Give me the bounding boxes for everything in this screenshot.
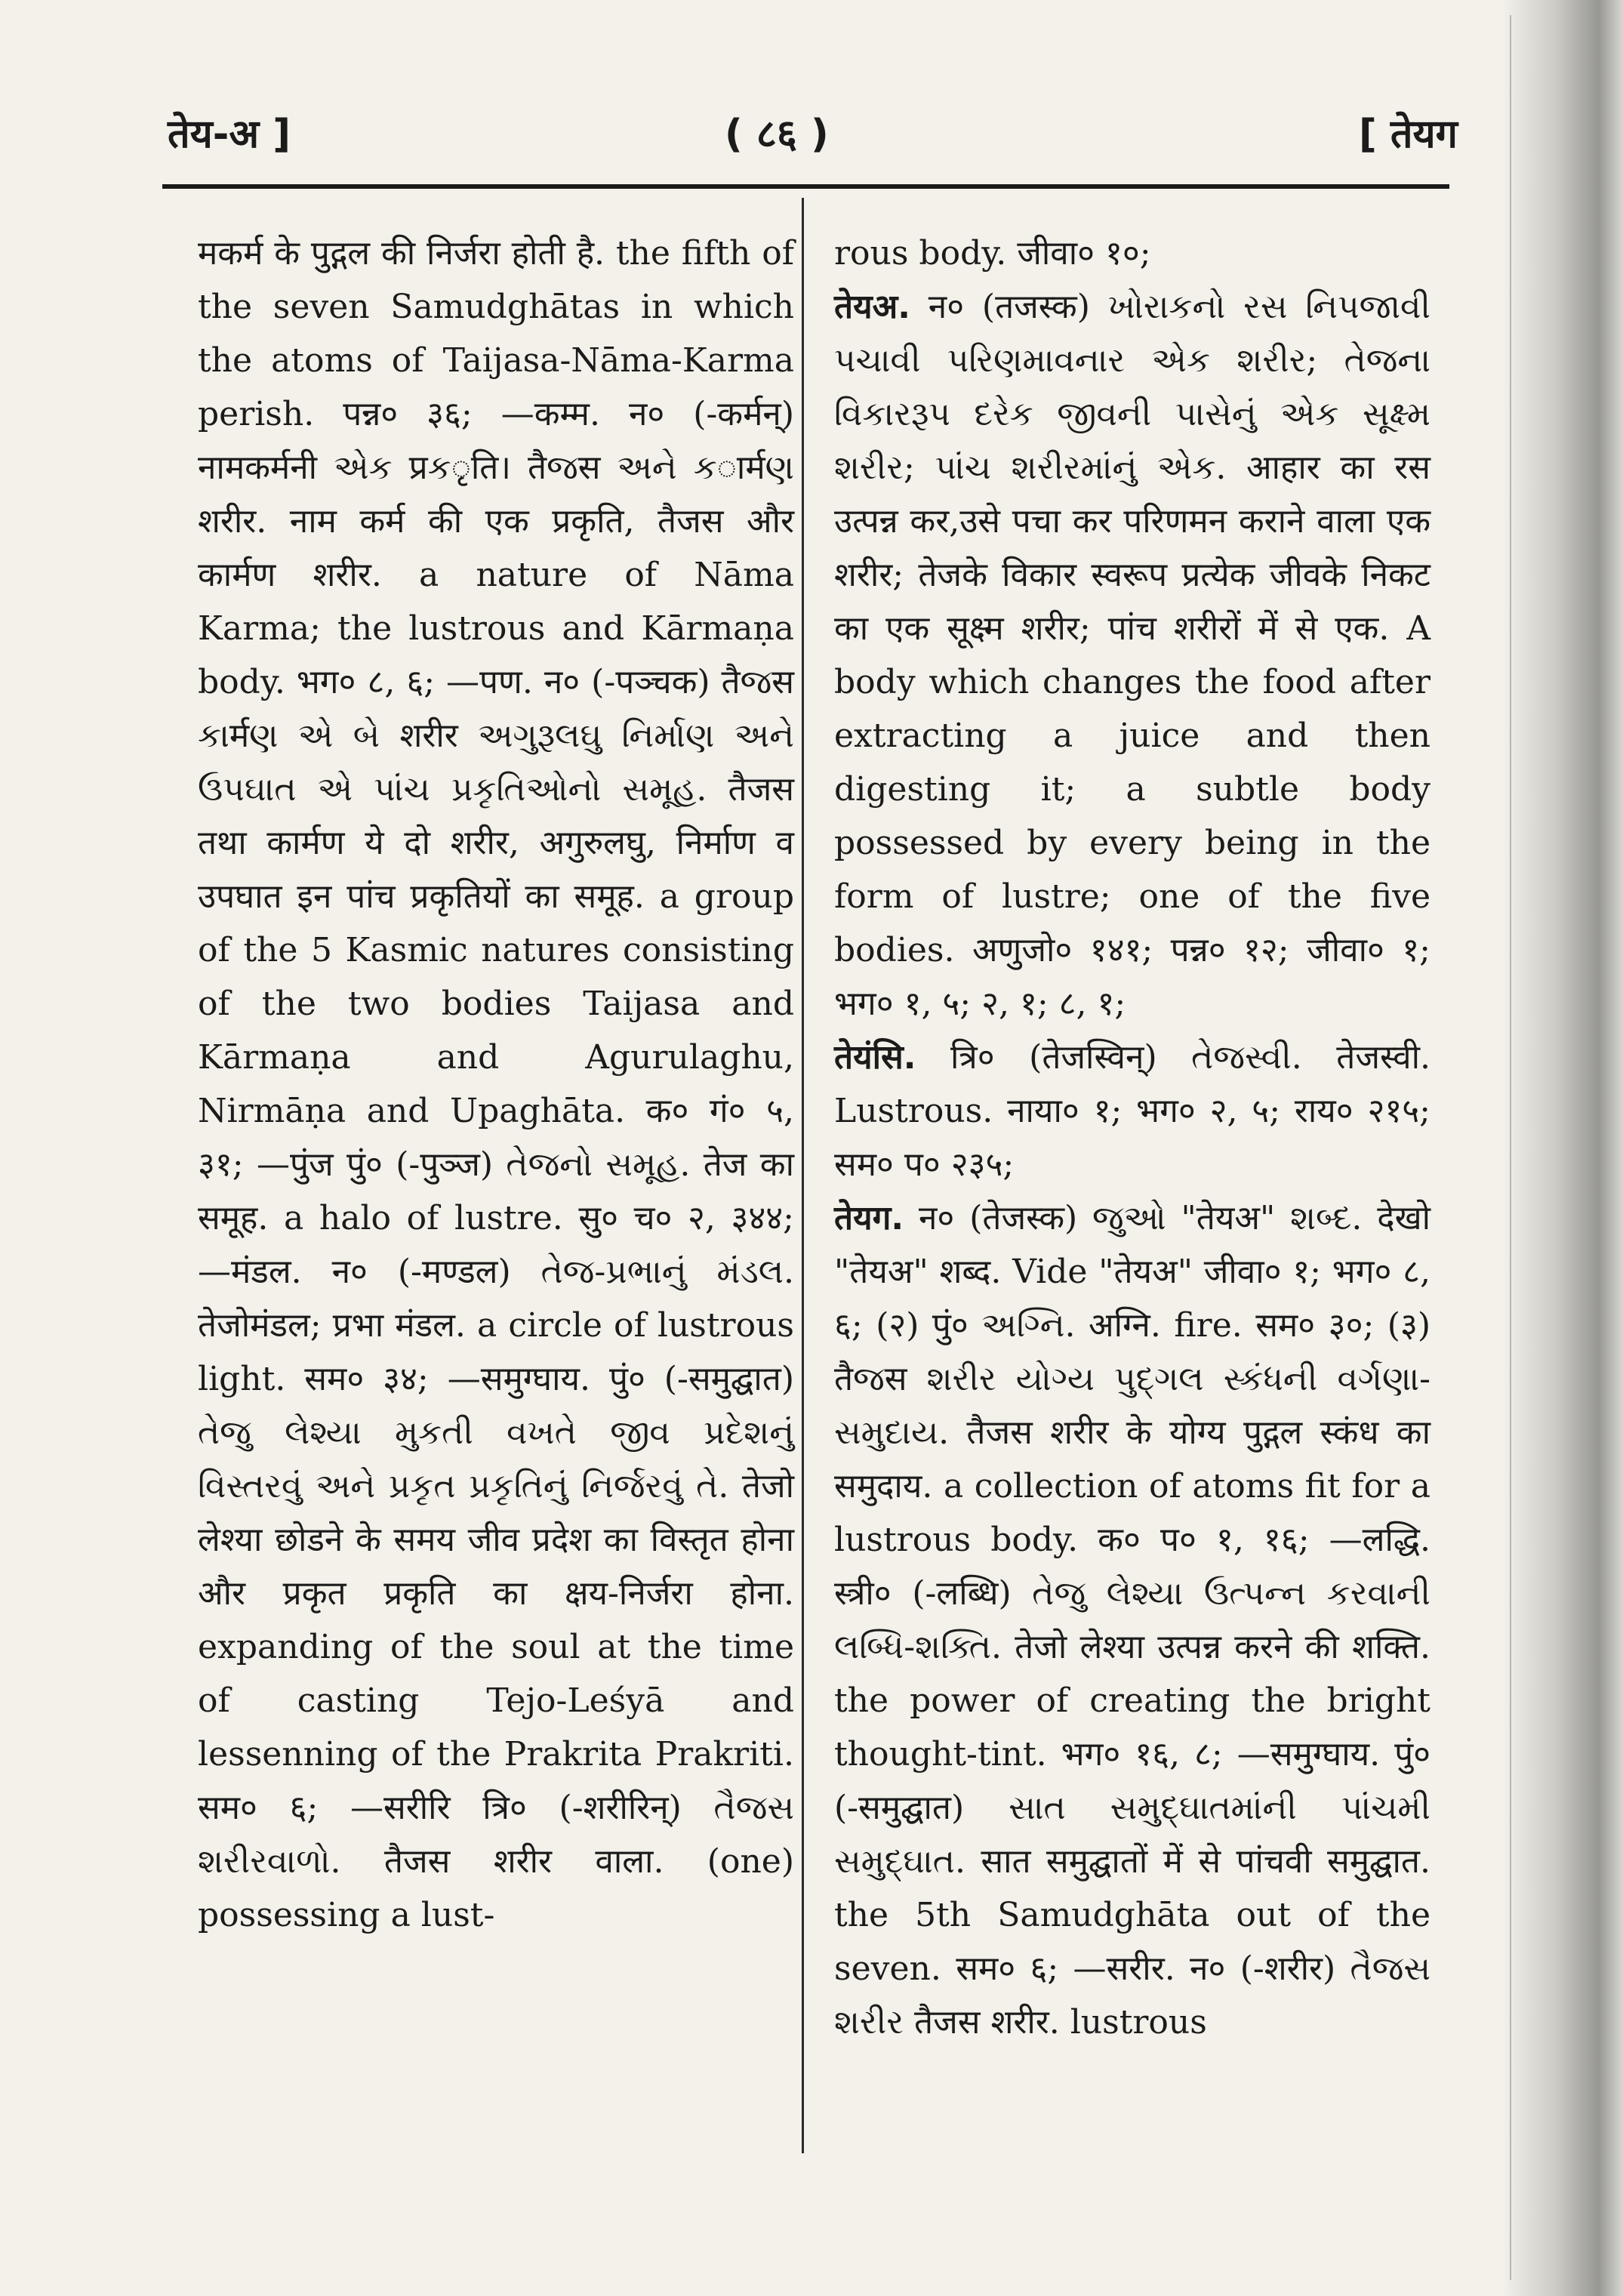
header-left-guideword: तेय-अ ] — [168, 112, 291, 157]
dictionary-entry — [834, 280, 1431, 1031]
page-edge-line — [1510, 15, 1511, 2280]
entry-headword: तेयंसि. — [834, 1038, 916, 1077]
entry-text: न० (तेजस्क) જુઓ "तेयअ" શબ્દ. देखो "तेयअ" शब्द. Vide "तेयअ" जीवा० १; भग० ८, ६; (२) पुं० અગ્નિ. अग्नि. fire. सम० ३०; (३) तैજस શરીર યોગ્ય પુદ્ગલ સ્કંધની વર્ગણા-સમુદાય. तैजस शरीर के योग्य पुद्गल स्कंध का समुदाय. a collection of atoms fit for a lustrous body. क० प० १, १६; —लद्धि. स्त्री० (-लब्धि) તેજુ લેશ્યા ઉત્પન્ન કરવાની લબ્ધિ-શક્તિ. तेजो लेश्या उत्पन्न करने की शक्ति. the power of creating the bright thought-tint. भग० १६, ८; —समुग्घाय. पुं० (-समुद्घात) સાત સમુદ્ઘાતમાંની પાંચમી સમુદ્ઘાત. सात समुद्घातों में से पांचवी समुद्घात. the 5th Samudghāta out of the seven. सम० ६; —सरीर. न० (-शरीर) તૈજસ શરીર तैजस शरीर. lustrous — [834, 1199, 1431, 2042]
left-column — [198, 227, 794, 1942]
right-column — [834, 227, 1431, 2049]
column-divider — [802, 198, 804, 2153]
dictionary-entry — [834, 1031, 1431, 1191]
page-number: ( ८६ ) — [725, 112, 829, 157]
header-rule — [162, 184, 1449, 189]
entry-text: न० (तजस्क) ખોરાકનો રસ નિપજાવી પચાવી પરિણમાવનાર એક શરીર; તેજના વિકારરૂપ દરેક જીવની પાસેનું એક સૂક્ષ્મ શરીર; પાંચ શરીરમાંનું એક. आहार का रस उत्पन्न कर,उसे पचा कर परिणमन कराने वाला एक शरीर; तेजके विकार स्वरूप प्रत्येक जीवके निकट का एक सूक्ष्म शरीर; पांच शरीरों में से एक. A body which changes the food after extracting a juice and then digesting it; a subtle body possessed by every being in the form of lustre; one of the five bodies. अणुजो० १४१; पन्न० १२; जीवा० १; भग० १, ५; २, १; ८, १; — [834, 288, 1431, 1023]
page-edge-shadow — [1502, 0, 1623, 2296]
entry-headword: तेयअ. — [834, 288, 910, 326]
entry-text: त्रि० (तेजस्विन्) તેજસ્વી. तेजस्वी. Lustrous. नाया० १; भग० २, ५; राय० २१५; सम० प० २३५; — [834, 1038, 1431, 1184]
dictionary-entry — [834, 1191, 1431, 2049]
left-column-text: मकर्म के पुद्गल की निर्जरा होती है. the fifth of the seven Samudghātas in which the atoms of Taijasa-Nāma-Karma perish. पन्न० ३६; —कम्म. न० (-कर्मन्) नामकर्मनी એક प्रકृति। तैજस અને કार्मણ शरीर. नाम कर्म की एक प्रकृति, तैजस और कार्मण शरीर. a nature of Nāma Karma; the lustrous and Kārmaṇa body. भग० ८, ६; —पण. न० (-पञ्चक) तैજस કાर्मણ એ બે शरीर અગુરૂલઘુ નિર્માણ અને ઉપઘાત એ પાંચ પ્રકૃતિઓનો સમૂહ. तैजस तथा कार्मण ये दो शरीर, अगुरुलघु, निर्माण व उपघात इन पांच प्रकृतियों का समूह. a group of the 5 Kasmic natures consisting of the two bodies Taijasa and Kārmaṇa and Agurulaghu, Nirmāṇa and Upaghāta. क० गं० ५, ३१; —पुंज पुं० (-पुञ्ज) તેજનો સમૂહ. तेज का समूह. a halo of lustre. सु० च० २, ३४४; —मंडल. न० (-मण्डल) તેજ-પ્રભાનું મંડલ. तेजोमंडल; प्रभा मंडल. a circle of lustrous light. सम० ३४; —समुग्घाय. पुं० (-समुद्घात) તેજુ લેશ્યા મુકતી વખતે જીવ પ્રદેશનું વિસ્તરવું અને પ્રકૃત પ્રકૃતિનું નિર્જરવું તે. तेजो लेश्या छोडने के समय जीव प्रदेश का विस्तृत होना और प्रकृत प्रकृति का क्षय-निर्जरा होना. expanding of the soul at the time of casting Tejo-Leśyā and lessenning of the Prakrita Prakriti. सम० ६; —सरीरि त्रि० (-शरीरिन्) તૈજસ શરીરવાળો. तैजस शरीर वाला. (one) possessing a lust- — [198, 234, 794, 1934]
header-right-guideword: [ तेयग — [1359, 112, 1458, 157]
entry-headword: तेयग. — [834, 1199, 904, 1237]
right-column-continuation: rous body. जीवा० १०; — [834, 234, 1151, 273]
